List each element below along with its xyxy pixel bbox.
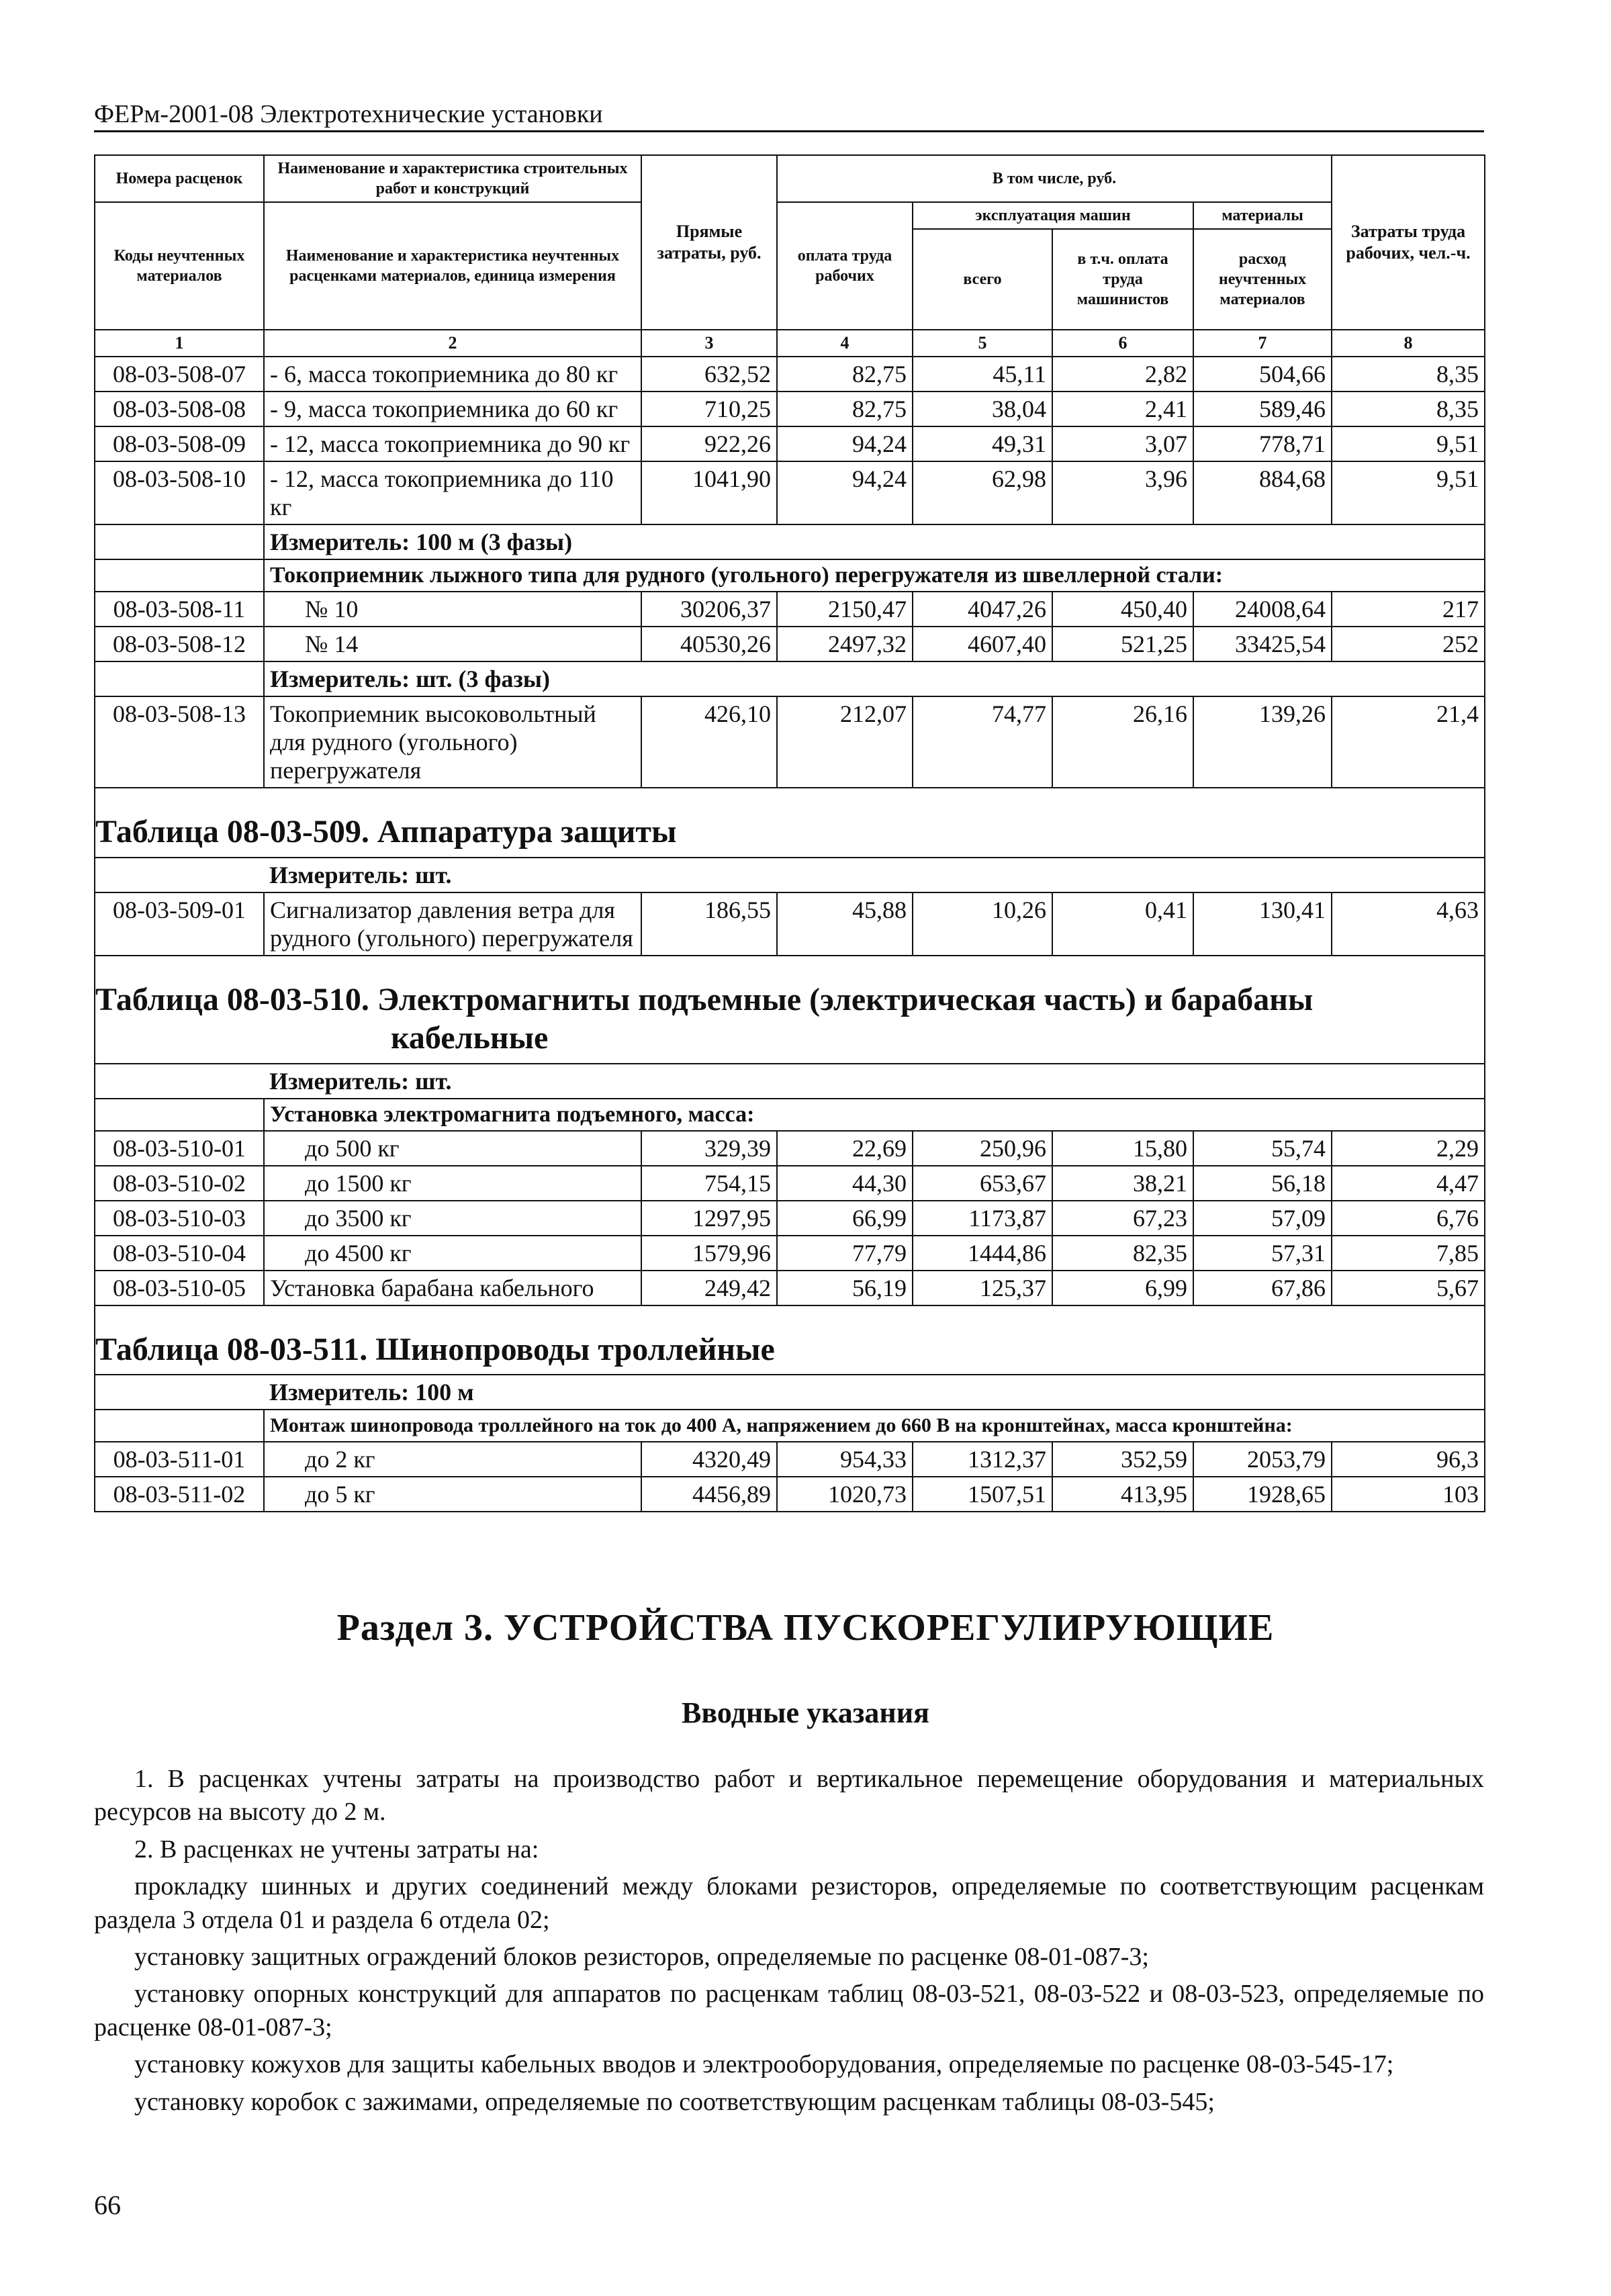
- direct-cost: 922,26: [641, 426, 777, 461]
- table-row: [95, 592, 1485, 627]
- rate-name: до 2 кг: [264, 1442, 641, 1477]
- labor-hours: 4,63: [1332, 892, 1485, 956]
- labor-hours: 21,4: [1332, 696, 1485, 788]
- rate-name: Токоприемник высоковольтный для рудного (угольного) перегружателя: [264, 696, 641, 788]
- machinist-pay: 413,95: [1052, 1477, 1193, 1512]
- machinist-pay: 6,99: [1052, 1271, 1193, 1305]
- machinist-pay: 352,59: [1052, 1442, 1193, 1477]
- rate-name: до 1500 кг: [264, 1166, 641, 1201]
- measure-row: [95, 1375, 1485, 1410]
- rate-name: до 5 кг: [264, 1477, 641, 1512]
- rate-name: - 12, масса токоприемника до 110 кг: [264, 461, 641, 524]
- direct-cost: 1041,90: [641, 461, 777, 524]
- col8-header: Затраты труда рабочих, чел.-ч.: [1332, 155, 1485, 330]
- paragraph: установку защитных ограждений блоков резисторов, определяемые по расценке 08-01-087-3;: [134, 1942, 1149, 1971]
- table-510-title-line2: кабельные: [391, 1020, 549, 1056]
- materials-cost: 504,66: [1193, 357, 1332, 392]
- table-row: [95, 1166, 1485, 1201]
- labor-pay: 954,33: [777, 1442, 913, 1477]
- group-title: Монтаж шинопровода троллейного на ток до 400 А, напряжением до 660 В на кронштейнах, масса кронштейна:: [264, 1410, 1485, 1442]
- rate-code: 08-03-510-01: [95, 1131, 264, 1166]
- rate-code: 08-03-510-03: [95, 1201, 264, 1236]
- direct-cost: 249,42: [641, 1271, 777, 1305]
- col5-header: всего: [913, 229, 1052, 330]
- labor-hours: 4,47: [1332, 1166, 1485, 1201]
- group-row: [95, 559, 1485, 592]
- machines-total: 250,96: [913, 1131, 1052, 1166]
- direct-cost: 40530,26: [641, 627, 777, 661]
- rate-code: 08-03-510-04: [95, 1236, 264, 1271]
- materials-cost: 130,41: [1193, 892, 1332, 956]
- machines-total: 653,67: [913, 1166, 1052, 1201]
- rate-code: 08-03-508-08: [95, 392, 264, 426]
- rate-name: № 14: [264, 627, 641, 661]
- labor-hours: 217: [1332, 592, 1485, 627]
- machines-total: 62,98: [913, 461, 1052, 524]
- rate-name: № 10: [264, 592, 641, 627]
- labor-pay: 82,75: [777, 392, 913, 426]
- table-510-title: [95, 956, 1485, 1064]
- materials-cost: 56,18: [1193, 1166, 1332, 1201]
- rate-name: - 6, масса токоприемника до 80 кг: [264, 357, 641, 392]
- group-row: [95, 1099, 1485, 1131]
- labor-pay: 94,24: [777, 426, 913, 461]
- rate-name: - 12, масса токоприемника до 90 кг: [264, 426, 641, 461]
- rate-code: 08-03-508-10: [95, 461, 264, 524]
- table-510-title-line1: Таблица 08-03-510. Электромагниты подъемные (электрическая часть) и барабаны: [95, 981, 1314, 1017]
- materials-cost: 67,86: [1193, 1271, 1332, 1305]
- rate-name: до 500 кг: [264, 1131, 641, 1166]
- paragraph: установку опорных конструкций для аппаратов по расценкам таблиц 08-03-521, 08-03-522 и 08-03-523, определяемые по расценке 08-01-087-3;: [94, 1980, 1484, 2041]
- labor-hours: 6,76: [1332, 1201, 1485, 1236]
- paragraph: 2. В расценках не учтены затраты на:: [134, 1835, 539, 1864]
- machines-total: 1507,51: [913, 1477, 1052, 1512]
- direct-cost: 754,15: [641, 1166, 777, 1201]
- table-row: [95, 392, 1485, 426]
- col2-bottom-header: Наименование и характеристика неучтенных расценками материалов, единица измерения: [264, 202, 641, 330]
- table-511-title: Таблица 08-03-511. Шинопроводы троллейные: [95, 1305, 1485, 1375]
- rate-name: Сигнализатор давления ветра для рудного (угольного) перегружателя: [264, 892, 641, 956]
- in-total-header: В том числе, руб.: [777, 155, 1332, 202]
- labor-hours: 96,3: [1332, 1442, 1485, 1477]
- labor-pay: 1020,73: [777, 1477, 913, 1512]
- page-number: 66: [94, 2190, 121, 2220]
- rate-code: 08-03-508-09: [95, 426, 264, 461]
- machinist-pay: 450,40: [1052, 592, 1193, 627]
- col-index: 2: [264, 330, 641, 357]
- machines-total: 38,04: [913, 392, 1052, 426]
- col4-header: оплата труда рабочих: [777, 202, 913, 330]
- machines-total: 1312,37: [913, 1442, 1052, 1477]
- direct-cost: 186,55: [641, 892, 777, 956]
- labor-pay: 66,99: [777, 1201, 913, 1236]
- machines-total: 45,11: [913, 357, 1052, 392]
- machinist-pay: 3,96: [1052, 461, 1193, 524]
- labor-hours: 2,29: [1332, 1131, 1485, 1166]
- labor-hours: 5,67: [1332, 1271, 1485, 1305]
- labor-hours: 8,35: [1332, 392, 1485, 426]
- table-title-row: [95, 1305, 1485, 1375]
- table-row: [95, 1271, 1485, 1305]
- paragraph: установку коробок с зажимами, определяемые по соответствующим расценкам таблицы 08-03-545;: [134, 2087, 1215, 2116]
- measure-unit: Измеритель: шт.: [264, 1064, 1485, 1099]
- paragraph: прокладку шинных и других соединений между блоками резисторов, определяемые по соответствующим расценкам раздела 3 отдела 01 и раздела 6 отдела 02;: [94, 1872, 1484, 1934]
- table-row: [95, 892, 1485, 956]
- machinist-pay: 67,23: [1052, 1201, 1193, 1236]
- labor-pay: 94,24: [777, 461, 913, 524]
- direct-cost: 1297,95: [641, 1201, 777, 1236]
- rate-code: 08-03-508-13: [95, 696, 264, 788]
- machinist-pay: 15,80: [1052, 1131, 1193, 1166]
- col3-header: Прямые затраты, руб.: [641, 155, 777, 330]
- table-row: [95, 1236, 1485, 1271]
- measure-row: [95, 524, 1485, 559]
- materials-cost: 1928,65: [1193, 1477, 1332, 1512]
- machinist-pay: 521,25: [1052, 627, 1193, 661]
- col1-bottom-header: Коды неучтенных материалов: [95, 202, 264, 330]
- rate-name: до 4500 кг: [264, 1236, 641, 1271]
- direct-cost: 1579,96: [641, 1236, 777, 1271]
- section-title: Раздел 3. УСТРОЙСТВА ПУСКОРЕГУЛИРУЮЩИЕ: [336, 1607, 1275, 1649]
- table-row: [95, 1131, 1485, 1166]
- rate-code: 08-03-510-05: [95, 1271, 264, 1305]
- materials-cost: 33425,54: [1193, 627, 1332, 661]
- labor-pay: 44,30: [777, 1166, 913, 1201]
- machines-total: 1173,87: [913, 1201, 1052, 1236]
- materials-cost: 139,26: [1193, 696, 1332, 788]
- materials-cost: 57,09: [1193, 1201, 1332, 1236]
- direct-cost: 30206,37: [641, 592, 777, 627]
- machines-total: 49,31: [913, 426, 1052, 461]
- machinist-pay: 2,41: [1052, 392, 1193, 426]
- table-row: [95, 461, 1485, 524]
- measure-unit: Измеритель: шт.: [264, 858, 1485, 892]
- direct-cost: 426,10: [641, 696, 777, 788]
- rate-code: 08-03-511-02: [95, 1477, 264, 1512]
- table-row: [95, 1477, 1485, 1512]
- labor-pay: 2150,47: [777, 592, 913, 627]
- col-index: 4: [777, 330, 913, 357]
- rate-code: 08-03-508-12: [95, 627, 264, 661]
- labor-hours: 7,85: [1332, 1236, 1485, 1271]
- materials-cost: 884,68: [1193, 461, 1332, 524]
- rate-code: 08-03-508-11: [95, 592, 264, 627]
- rate-name: Установка барабана кабельного: [264, 1271, 641, 1305]
- group-row: [95, 1410, 1485, 1442]
- machines-total: 10,26: [913, 892, 1052, 956]
- labor-pay: 45,88: [777, 892, 913, 956]
- labor-hours: 8,35: [1332, 357, 1485, 392]
- rate-name: - 9, масса токоприемника до 60 кг: [264, 392, 641, 426]
- table-title-row: [95, 956, 1485, 1064]
- col-index: 6: [1052, 330, 1193, 357]
- machines-total: 1444,86: [913, 1236, 1052, 1271]
- labor-hours: 9,51: [1332, 426, 1485, 461]
- rate-code: 08-03-511-01: [95, 1442, 264, 1477]
- col-index: 1: [95, 330, 264, 357]
- measure-unit: Измеритель: 100 м: [264, 1375, 1485, 1410]
- labor-hours: 103: [1332, 1477, 1485, 1512]
- machinist-pay: 0,41: [1052, 892, 1193, 956]
- labor-hours: 9,51: [1332, 461, 1485, 524]
- labor-pay: 77,79: [777, 1236, 913, 1271]
- direct-cost: 4456,89: [641, 1477, 777, 1512]
- materials-cost: 57,31: [1193, 1236, 1332, 1271]
- table-row: [95, 1201, 1485, 1236]
- rate-name: до 3500 кг: [264, 1201, 641, 1236]
- table-row: [95, 357, 1485, 392]
- measure-unit: Измеритель: шт. (3 фазы): [264, 661, 1485, 696]
- materials-header: материалы: [1193, 202, 1332, 229]
- machinist-pay: 38,21: [1052, 1166, 1193, 1201]
- col-index: 8: [1332, 330, 1485, 357]
- table-row: [95, 1442, 1485, 1477]
- machines-total: 4607,40: [913, 627, 1052, 661]
- machines-header: эксплуатация машин: [913, 202, 1193, 229]
- direct-cost: 329,39: [641, 1131, 777, 1166]
- labor-hours: 252: [1332, 627, 1485, 661]
- labor-pay: 22,69: [777, 1131, 913, 1166]
- direct-cost: 632,52: [641, 357, 777, 392]
- machines-total: 4047,26: [913, 592, 1052, 627]
- materials-cost: 24008,64: [1193, 592, 1332, 627]
- direct-cost: 710,25: [641, 392, 777, 426]
- machinist-pay: 82,35: [1052, 1236, 1193, 1271]
- col-index: 5: [913, 330, 1052, 357]
- measure-row: [95, 1064, 1485, 1099]
- table-row: [95, 627, 1485, 661]
- table-row: [95, 426, 1485, 461]
- direct-cost: 4320,49: [641, 1442, 777, 1477]
- rate-code: 08-03-510-02: [95, 1166, 264, 1201]
- col-index: 7: [1193, 330, 1332, 357]
- materials-cost: 2053,79: [1193, 1442, 1332, 1477]
- paragraph: установку кожухов для защиты кабельных вводов и электрооборудования, определяемые по расценке 08-03-545-17;: [134, 2050, 1394, 2079]
- col1-top-header: Номера расценок: [95, 155, 264, 202]
- paragraph: 1. В расценках учтены затраты на производство работ и вертикальное перемещение оборудования и материальных ресурсов на высоту до 2 м.: [94, 1765, 1484, 1827]
- table-title-row: [95, 788, 1485, 858]
- materials-cost: 55,74: [1193, 1131, 1332, 1166]
- machinist-pay: 3,07: [1052, 426, 1193, 461]
- machines-total: 125,37: [913, 1271, 1052, 1305]
- machinist-pay: 2,82: [1052, 357, 1193, 392]
- rates-table: [94, 154, 1485, 1512]
- group-title: Установка электромагнита подъемного, масса:: [264, 1099, 1485, 1131]
- table-row: [95, 696, 1485, 788]
- materials-cost: 589,46: [1193, 392, 1332, 426]
- intro-title: Вводные указания: [682, 1696, 929, 1729]
- col7-header: расход неучтенных материалов: [1193, 229, 1332, 330]
- rate-code: 08-03-509-01: [95, 892, 264, 956]
- rate-code: 08-03-508-07: [95, 357, 264, 392]
- measure-unit: Измеритель: 100 м (3 фазы): [264, 524, 1485, 559]
- labor-pay: 212,07: [777, 696, 913, 788]
- intro-text: [94, 1763, 1484, 2123]
- materials-cost: 778,71: [1193, 426, 1332, 461]
- group-title: Токоприемник лыжного типа для рудного (угольного) перегружателя из швеллерной стали:: [264, 559, 1485, 592]
- col2-top-header: Наименование и характеристика строительных работ и конструкций: [264, 155, 641, 202]
- machinist-pay: 26,16: [1052, 696, 1193, 788]
- machines-total: 74,77: [913, 696, 1052, 788]
- table-509-title: Таблица 08-03-509. Аппаратура защиты: [95, 788, 1485, 858]
- labor-pay: 56,19: [777, 1271, 913, 1305]
- measure-row: [95, 661, 1485, 696]
- col6-header: в т.ч. оплата труда машинистов: [1052, 229, 1193, 330]
- page-header: ФЕРм-2001-08 Электротехнические установки: [94, 99, 1484, 132]
- labor-pay: 82,75: [777, 357, 913, 392]
- labor-pay: 2497,32: [777, 627, 913, 661]
- measure-row: [95, 858, 1485, 892]
- col-index: 3: [641, 330, 777, 357]
